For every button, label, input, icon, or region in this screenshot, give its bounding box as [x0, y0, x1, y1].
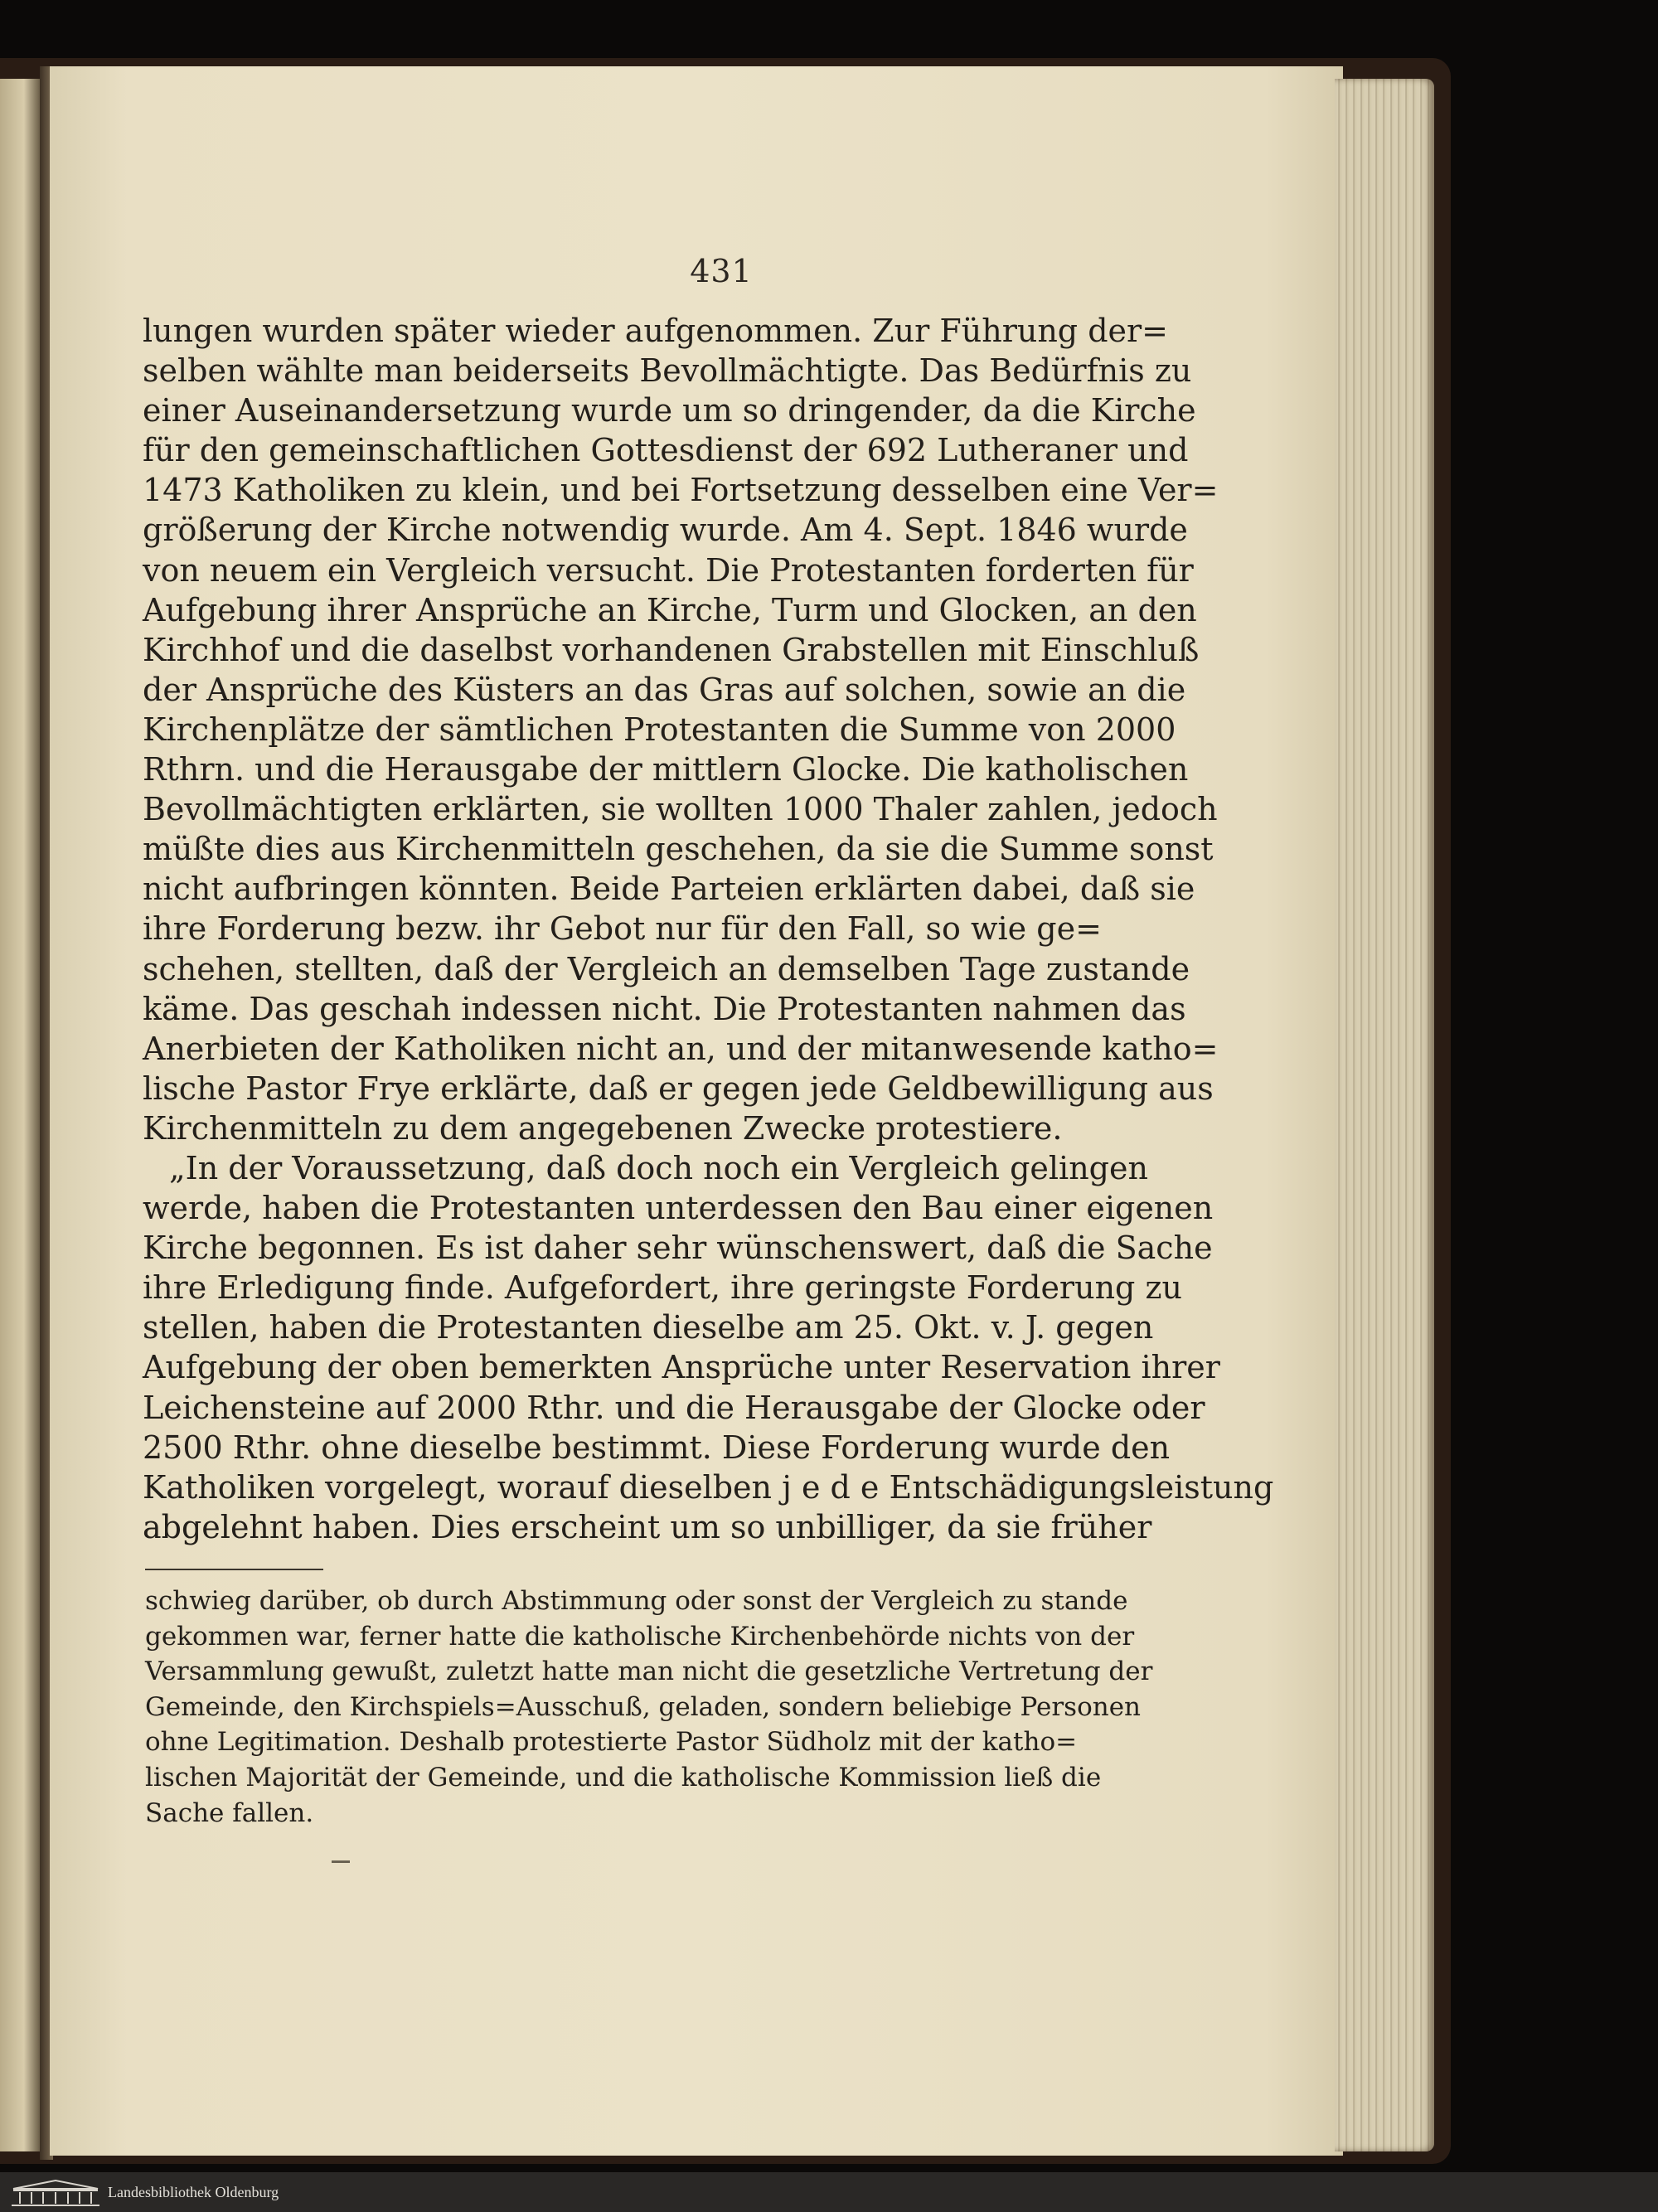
- text-line: Aufgebung ihrer Ansprüche an Kirche, Turm und Glocken, an den: [143, 591, 1197, 628]
- text-line: ihre Forderung bezw. ihr Gebot nur für den Fall, so wie ge=: [143, 910, 1102, 948]
- footnote-line: Sache fallen.: [145, 1797, 314, 1828]
- text-line: selben wählte man beiderseits Bevollmächtigte. Das Bedürfnis zu: [143, 352, 1192, 390]
- text-line: lungen wurden später wieder aufgenommen. Zur Führung der=: [143, 313, 1169, 349]
- text-line: Leichensteine auf 2000 Rthr. und die Herausgabe der Glocke oder: [143, 1389, 1205, 1426]
- text-line: werde, haben die Protestanten unterdessen den Bau einer eigenen: [143, 1190, 1214, 1227]
- page-number: 431: [690, 253, 753, 289]
- text-line: Rthrn. und die Herausgabe der mittlern Glocke. Die katholischen: [143, 751, 1189, 788]
- footnote-line: gekommen war, ferner hatte die katholische Kirchenbehörde nichts von der: [145, 1621, 1135, 1652]
- text-line: für den gemeinschaftlichen Gottesdienst der 692 Lutheraner und: [143, 432, 1189, 469]
- text-line: Katholiken vorgelegt, worauf dieselben j e d e Entschädigungsleistung: [143, 1468, 1274, 1506]
- text-line: größerung der Kirche notwendig wurde. Am 4. Sept. 1846 wurde: [143, 512, 1188, 549]
- text-line: Anerbieten der Katholiken nicht an, und der mitanwesende katho=: [143, 1030, 1219, 1067]
- ink-mark: [332, 1860, 350, 1863]
- text-line: Kirche begonnen. Es ist daher sehr wünschenswert, daß die Sache: [143, 1230, 1213, 1267]
- text-line: 1473 Katholiken zu klein, und bei Fortsetzung desselben eine Ver=: [143, 472, 1219, 509]
- footnote-line: ohne Legitimation. Deshalb protestierte Pastor Südholz mit der katho=: [145, 1727, 1078, 1758]
- footnote-line: Gemeinde, den Kirchspiels=Ausschuß, geladen, sondern beliebige Personen: [145, 1691, 1142, 1722]
- main-text-block: [143, 311, 1274, 1547]
- text-line: stellen, haben die Protestanten dieselbe am 25. Okt. v. J. gegen: [143, 1309, 1154, 1346]
- text-line: schehen, stellten, daß der Vergleich an demselben Tage zustande: [143, 950, 1190, 987]
- text-line: 2500 Rthr. ohne dieselbe bestimmt. Diese Forderung wurde den: [143, 1429, 1171, 1466]
- footnote-line: Versammlung gewußt, zuletzt hatte man nicht die gesetzliche Vertretung der: [145, 1657, 1153, 1687]
- text-line: nicht aufbringen könnten. Beide Parteien erklärten dabei, daß sie: [143, 871, 1195, 908]
- library-building-icon: [10, 2179, 101, 2207]
- text-line: Kirchenmitteln zu dem angegebenen Zwecke protestiere.: [143, 1109, 1063, 1147]
- left-page-edge: [0, 79, 40, 2151]
- text-line: abgelehnt haben. Dies erscheint um so unbilliger, da sie früher: [143, 1508, 1152, 1545]
- text-line: einer Auseinandersetzung wurde um so dringender, da die Kirche: [143, 392, 1196, 429]
- footnote-divider: [145, 1569, 323, 1570]
- text-line: käme. Das geschah indessen nicht. Die Protestanten nahmen das: [143, 990, 1186, 1027]
- text-line: Kirchenplätze der sämtlichen Protestanten die Summe von 2000: [143, 711, 1176, 748]
- institution-name: Landesbibliothek Oldenburg: [108, 2184, 279, 2200]
- footnote-line: schwieg darüber, ob durch Abstimmung oder sonst der Vergleich zu stande: [145, 1586, 1128, 1616]
- text-line: von neuem ein Vergleich versucht. Die Protestanten forderten für: [143, 551, 1194, 589]
- text-line: „In der Voraussetzung, daß doch noch ein Vergleich gelingen: [169, 1149, 1148, 1186]
- text-line: Kirchhof und die daselbst vorhandenen Grabstellen mit Einschluß: [143, 631, 1200, 668]
- text-line: Aufgebung der oben bemerkten Ansprüche unter Reservation ihrer: [143, 1349, 1220, 1386]
- text-line: lische Pastor Frye erklärte, daß er gegen jede Geldbewilligung aus: [143, 1070, 1214, 1107]
- text-line: müßte dies aus Kirchenmitteln geschehen, da sie die Summe sonst: [143, 831, 1214, 868]
- text-line: Bevollmächtigten erklärten, sie wollten 1000 Thaler zahlen, jedoch: [143, 791, 1218, 828]
- text-line: ihre Erledigung finde. Aufgefordert, ihre geringste Forderung zu: [143, 1269, 1182, 1307]
- page-edges: [1335, 79, 1434, 2151]
- footnote-block: [145, 1584, 1153, 1831]
- footnote-line: lischen Majorität der Gemeinde, und die katholische Kommission ließ die: [145, 1762, 1102, 1792]
- text-line: der Ansprüche des Küsters an das Gras auf solchen, sowie an die: [143, 671, 1186, 708]
